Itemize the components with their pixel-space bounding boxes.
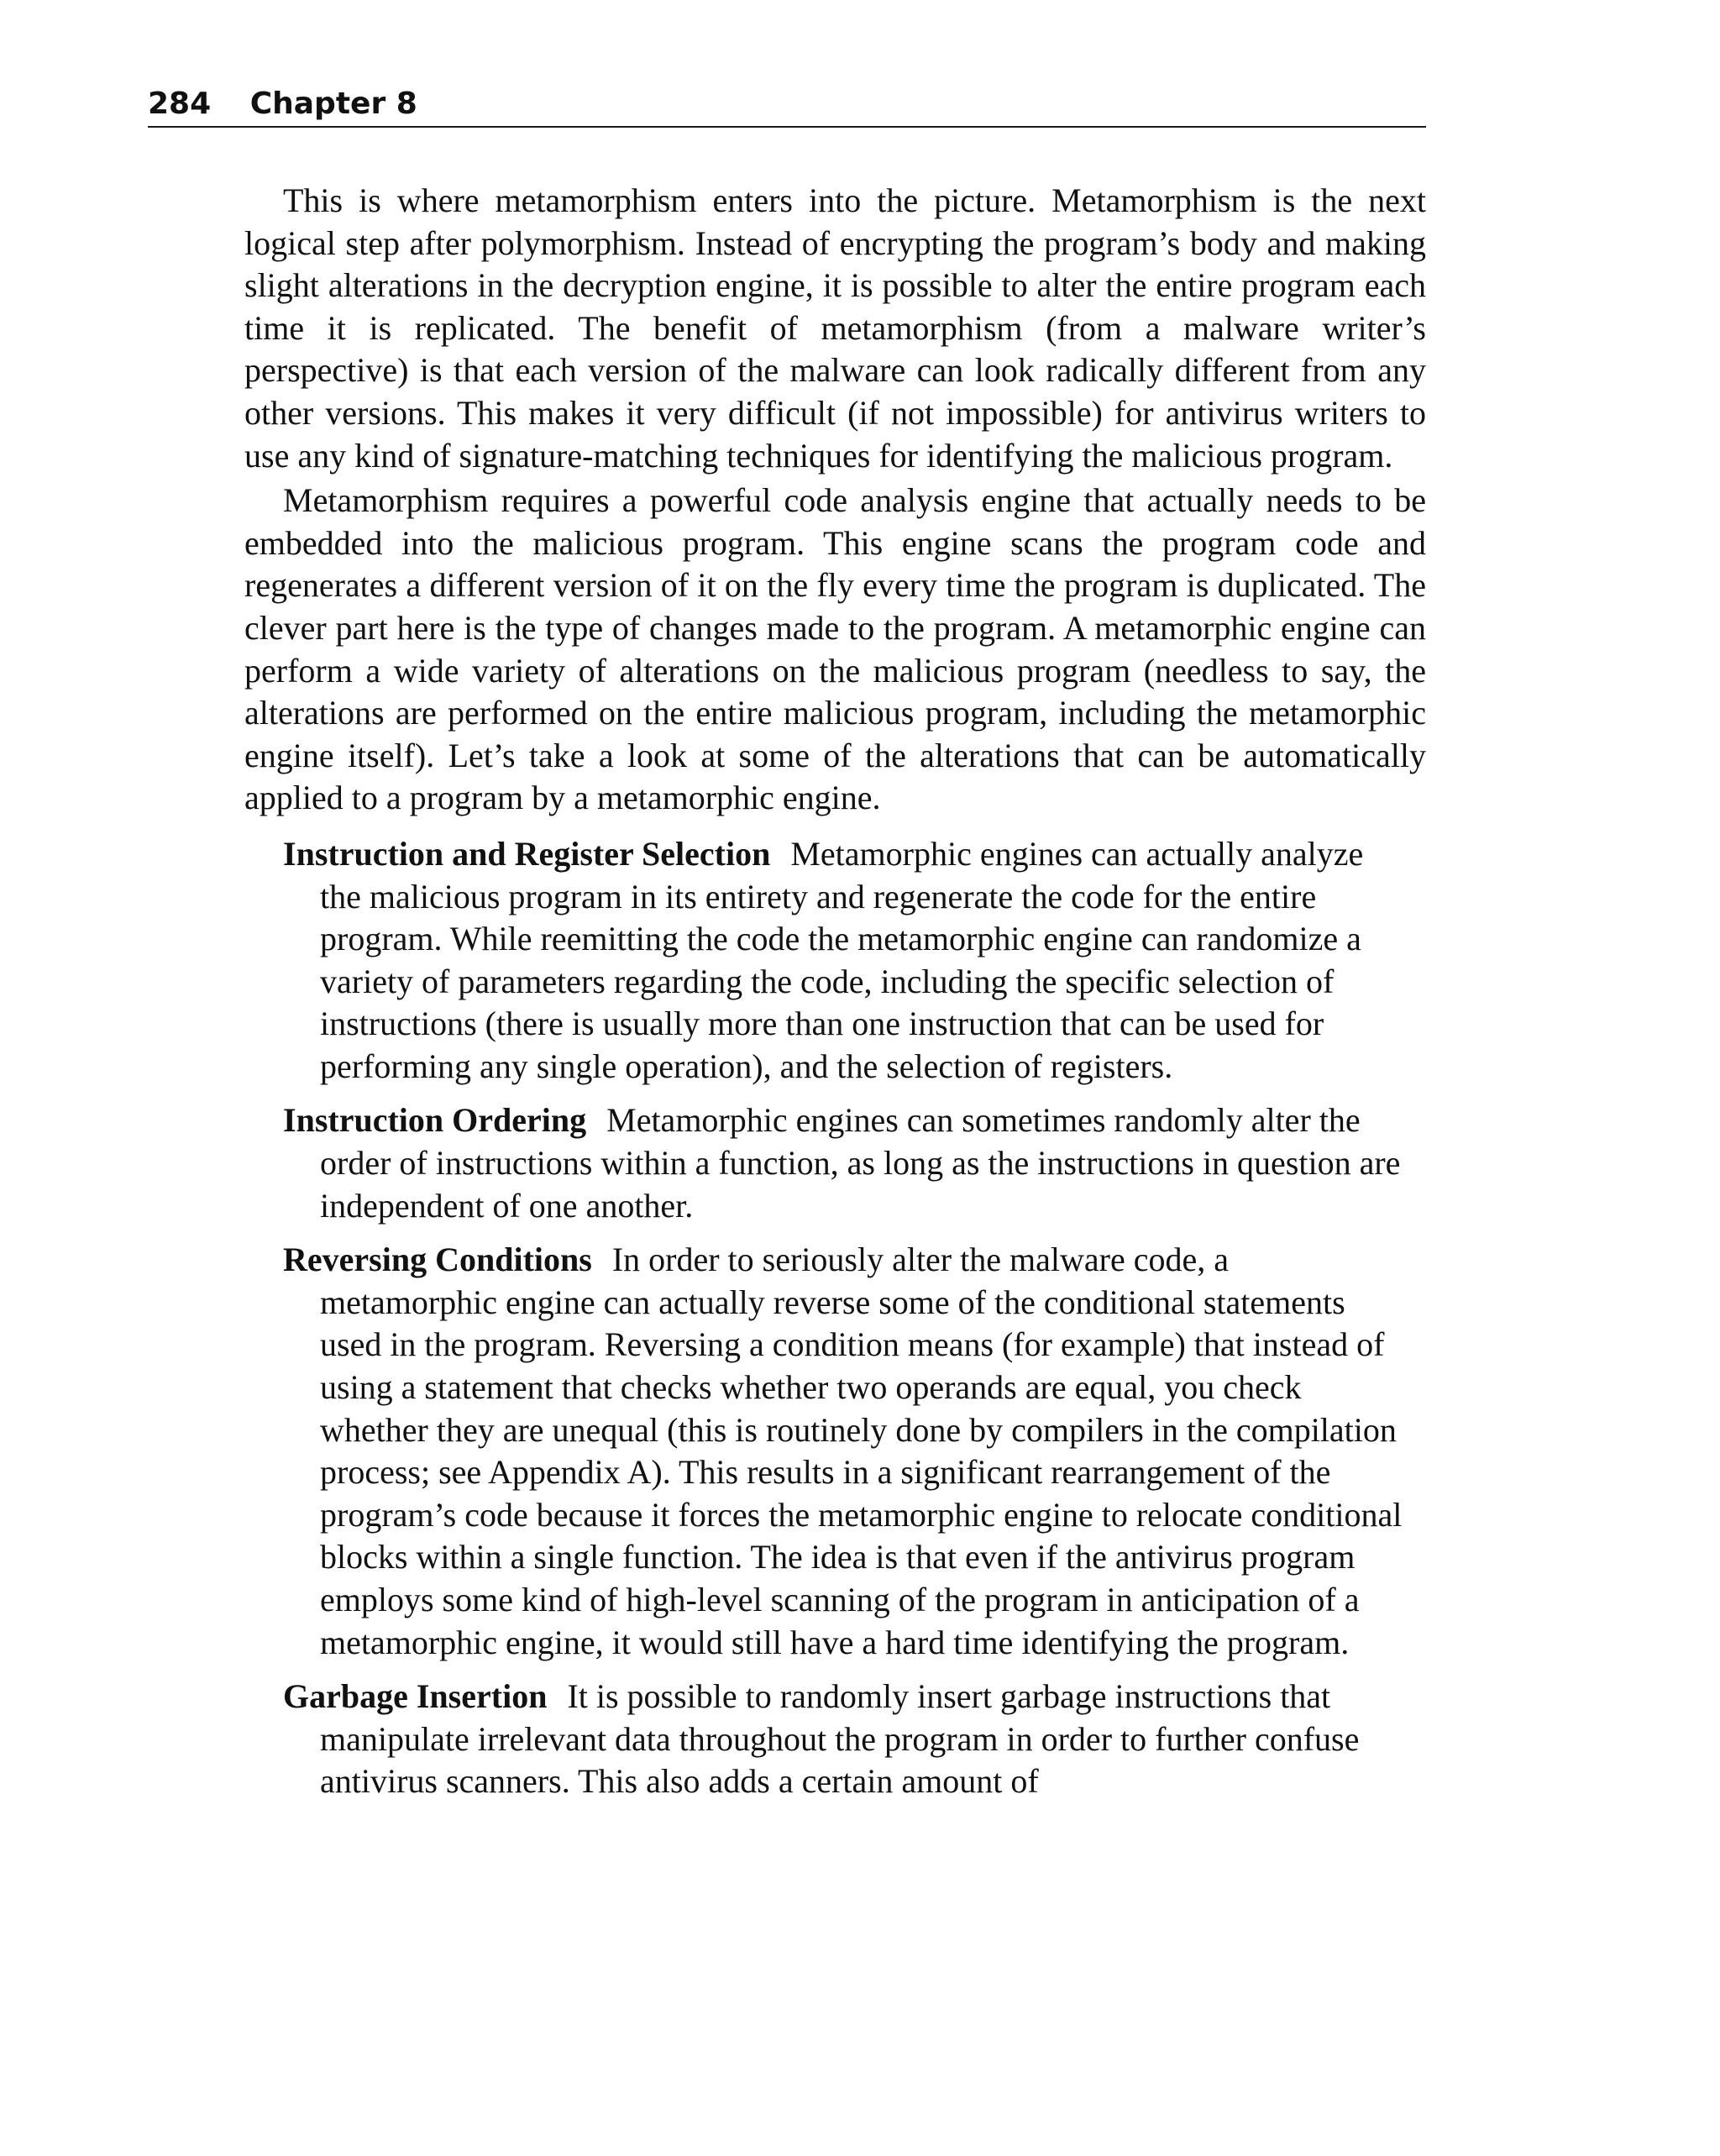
definition-term: Garbage Insertion: [283, 1677, 548, 1716]
definition-item: [283, 1676, 1403, 1803]
definition-list: [244, 833, 1426, 1803]
definition-text: It is possible to randomly insert garbage instructions that manipulate irrelevant data throughout the program in order to further confuse antivirus scanners. This also adds a certain amount of: [320, 1677, 1360, 1801]
running-head: [148, 82, 1426, 128]
definition-term: Instruction and Register Selection: [283, 834, 771, 873]
definition-term: Reversing Conditions: [283, 1241, 592, 1279]
paragraph: This is where metamorphism enters into the picture. Metamorphism is the next logical step after polymorphism. Instead of encrypting the program’s body and making slight alterations in the decryption engine, it is possible to alter the entire program each time it is replicated. The benefit of metamorphism (from a malware writer’s perspective) is that each version of the malware can look radically different from any other versions. This makes it very difficult (if not impossible) for antivirus writers to use any kind of signature-matching techniques for identifying the malicious program.: [244, 181, 1426, 475]
definition-item: [283, 833, 1403, 1088]
paragraph: Metamorphism requires a powerful code analysis engine that actually needs to be embedded into the malicious program. This engine scans the program code and regenerates a different version of it on the fly every time the program is duplicated. The clever part here is the type of changes made to the program. A metamorphic engine can perform a wide variety of alterations on the malicious program (needless to say, the alterations are performed on the entire malicious program, including the metamorphic engine itself). Let’s take a look at some of the alterations that can be automatically applied to a program by a metamorphic engine.: [244, 481, 1426, 817]
definition-item: [283, 1239, 1403, 1664]
definition-text: Metamorphic engines can sometimes randomly alter the order of instructions within a function, as long as the instructions in question are independent of one another.: [320, 1101, 1401, 1225]
chapter-title: Chapter 8: [249, 87, 417, 121]
page-number: 284: [148, 87, 212, 121]
definition-item: [283, 1099, 1403, 1227]
definition-term: Instruction Ordering: [283, 1101, 587, 1140]
body-text: [244, 180, 1426, 1815]
definition-text: In order to seriously alter the malware code, a metamorphic engine can actually reverse some of the conditional statements used in the program. Reversing a condition means (for example) that instead of using a statement that checks whether two operands are equal, you check whether they are unequal (this is routinely done by compilers in the compilation process; see Appendix A). This results in a significant rearrangement of the program’s code because it forces the metamorphic engine to relocate conditional blocks within a single function. The idea is that even if the antivirus program employs some kind of high-level scanning of the program in anticipation of a metamorphic engine, it would still have a hard time identifying the program.: [320, 1241, 1403, 1661]
definition-text: Metamorphic engines can actually analyze the malicious program in its entirety and regenerate the code for the entire program. While reemitting the code the metamorphic engine can randomize a variety of parameters regarding the code, including the specific selection of instructions (there is usually more than one instruction that can be used for performing any single operation), and the selection of registers.: [320, 834, 1364, 1085]
